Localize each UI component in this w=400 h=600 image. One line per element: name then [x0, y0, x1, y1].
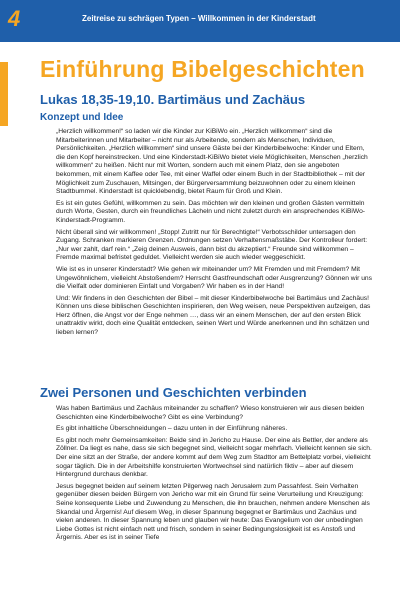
section-heading-connect: Zwei Personen und Geschichten verbinden — [40, 385, 307, 400]
page-number: 4 — [8, 6, 21, 31]
paragraph: Und: Wir findens in den Geschichten der Bibel – mit dieser Kinderbibelwoche bei Bartimäus und Zachäus! Können uns diese biblischen Geschichten inspirieren, den Weg weisen, neue Perspektiven aufzeigen, das Herz öffnen, die Angst vor der Enge nehmen …, dass wir an einem Menschen, der auf den ersten Blick unattraktiv wirkt, doch eine Qualität entdecken, seinen Wert und Würde anerkennen und ihn schätzen und lieben lernen? — [56, 294, 371, 337]
paragraph: Was haben Bartimäus und Zachäus miteinander zu schaffen? Wieso konstruieren wir aus diesen beiden Geschichten eine Kinderbibelwoche? Gibt es eine Verbindung? — [56, 405, 365, 421]
section-body-connect — [56, 405, 374, 546]
paragraph: „Herzlich willkommen!“ so laden wir die Kinder zur KiBiWo ein. „Herzlich willkommen“ sind die Mitarbeiterinnen und Mitarbeiter – nicht nur als Arbeitende, sondern als Menschen, Individuen, Persönlichkeiten. „Herzlich willkommen“ sind unsere Gäste bei der Kinderbibelwoche: Kinder und Eltern, die den Kopf hereinstrecken. Und eine Kinderstadt-KiBiWo bietet viele Möglichkeiten, Menschen „herzlich willkommen“ zu heißen. Nicht nur mit Worten, sondern auch mit einem Platz, den sie angeboten bekommen, mit einem Kaffee oder Tee, mit einer Waffel oder einem Buch in der Stadtbibliothek – mit der Möglichkeit zum Zuschauen, Mitsingen, der Bürgerversammlung beizuwohnen oder zu einem kleinen Stadtbummel. Kinderstadt ist quicklebendig, bietet Raum für Groß und Klein. — [56, 128, 368, 196]
paragraph: Es gibt noch mehr Gemeinsamkeiten: Beide sind in Jericho zu Hause. Der eine als Bettler, der andere als Zöllner. Da liegt es nahe, dass sie sich begegnet sind, vielleicht sogar mehrfach. Vielleicht kennen sie sich. Der eine sitzt an der Straße, der andere kommt auf dem Weg zum Stadttor am Bettelplatz vorbei, vielleicht sogar täglich. Die in der Arbeitshilfe konstruierten Wortwechsel sind natürlich fiktiv – aber auf diesem Hintergrund durchaus denkbar. — [56, 436, 372, 479]
running-title: Zeitreise zu schrägen Typen – Willkommen in der Kinderstadt — [82, 14, 316, 23]
section-heading-concept: Konzept und Idee — [40, 112, 124, 123]
paragraph: Es ist ein gutes Gefühl, willkommen zu sein. Das möchten wir den kleinen und großen Gästen vermitteln durch Worte, Gesten, durch ein freundliches Lächeln und nicht zuletzt durch ein ansprechendes KiBiWo-Kinderstadt-Programm. — [56, 199, 366, 224]
paragraph: Nicht überall sind wir willkommen! „Stopp! Zutritt nur für Berechtigte!“ Verbotsschilder untersagen den Zugang. Schranken markieren Grenzen. Ordnungen setzen Verhaltensmaßstäbe. Der Kontrolleur fordert: „Nur wer zahlt, darf rein.“ „Zeig deinen Ausweis, dann bist du akzeptiert.“ Freunde sind willkommen – Fremde maximal befristet geduldet. Vielleicht werden sie auch wieder weggeschickt. — [56, 228, 368, 262]
paragraph: Jesus begegnet beiden auf seinem letzten Pilgerweg nach Jerusalem zum Passahfest. Sein Verhalten gegenüber diesen beiden Bürgern von Jericho war mit ein Grund für seine Verurteilung und Kreuzigung: Seine konsequente Liebe und Zuwendung zu Menschen, die ihn brauchen, nehmen andere Menschen als Skandal und Ärgernis! Auf diesem Weg, in dieser Spannung begegnet er Bartimäus und Zachäus und vielen anderen. In dieser Spannung leben und glauben wir heute: Das Evangelium von der unbedingten Liebe Gottes ist nicht einfach nett und frisch, sondern in seiner Bedingungslosigkeit ist es Anstoß und Ärgernis. Aber es ist in seiner Tiefe — [56, 482, 370, 542]
header-bar — [0, 0, 400, 42]
side-accent-bar — [0, 62, 8, 126]
subtitle: Lukas 18,35-19,10. Bartimäus und Zachäus — [40, 92, 306, 107]
section-body-concept — [56, 128, 374, 341]
paragraph: Wie ist es in unserer Kinderstadt? Wie gehen wir miteinander um? Mit Fremden und mit Fremdem? Mit Ungewöhnlichem, vielleicht Abstoßendem? Herrscht Gastfreundschaft oder Ausgrenzung? Gönnen wir uns die Vielfalt oder dominieren Einfalt und Vorgaben? Wir haben es in der Hand! — [56, 265, 372, 291]
page-title: Einführung Bibelgeschichten — [40, 56, 365, 82]
paragraph: Es gibt inhaltliche Überschneidungen – dazu unten in der Einführung näheres. — [56, 425, 288, 433]
